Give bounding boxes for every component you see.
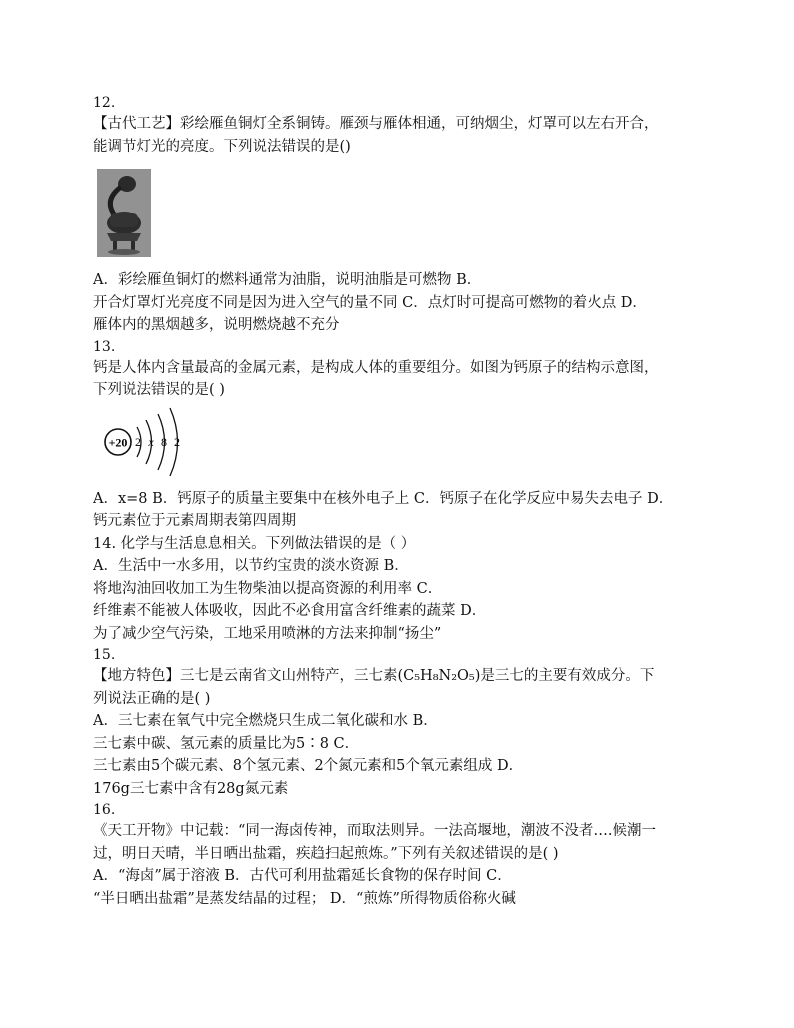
option-line: 钙元素位于元素周期表第四周期 [93, 513, 296, 529]
lamp-photo [97, 169, 151, 257]
option-line: 三七素由5个碳元素、8个氢元素、2个氮元素和5个氧元素组成 D． [93, 758, 524, 774]
question-stem-line: 钙是人体内含量最高的金属元素，是构成人体的重要组分。如图为钙原子的结构示意图， [93, 359, 659, 376]
question-stem-line: 列说法正确的是( ) [93, 690, 211, 707]
option-line: 纤维素不能被人体吸收，因此不必食用富含纤维素的蔬菜 D． [93, 603, 487, 619]
option-line: 开合灯罩灯光亮度不同是因为进入空气的量不同 C．点灯时可提高可燃物的着火点 D． [93, 294, 647, 311]
question-stem-line: 【地方特色】三七是云南省文山州特产，三七素(C₅H₈N₂O₅)是三七的主要有效成分。下 [93, 668, 655, 684]
question-stem-line: 《天工开物》中记载：“同一海卤传神，而取法则异。一法高堰地，潮波不没者….候潮一 [93, 823, 657, 839]
question-stem-line: 【古代工艺】彩绘雁鱼铜灯全系铜铸。雁颈与雁体相通，可纳烟尘，灯罩可以左右开合， [93, 116, 659, 132]
option-line: A．三七素在氧气中完全燃烧只生成二氧化碳和水 B． [93, 713, 438, 729]
option-line: A．彩绘雁鱼铜灯的燃料通常为油脂，说明油脂是可燃物 B． [93, 272, 482, 288]
option-line: A．“海卤”属于溶液 B．古代可利用盐霜延长食物的保存时间 C． [93, 868, 512, 884]
option-line: 雁体内的黑烟越多，说明燃烧越不充分 [93, 317, 340, 333]
nucleus-charge: +20 [108, 435, 128, 449]
option-line: A．生活中一水多用，以节约宝贵的淡水资源 B． [93, 558, 409, 574]
option-line: 三七素中碳、氢元素的质量比为5∶8 C． [93, 735, 360, 752]
atom-structure-diagram [100, 406, 192, 478]
question-stem-line: 14. 化学与生活息息相关。下列做法错误的是（ ） [93, 535, 416, 552]
question-stem-line: 下列说法错误的是( ) [93, 382, 225, 398]
option-line: A．x=8 B．钙原子的质量主要集中在核外电子上 C．钙原子在化学反应中易失去电子 D． [93, 490, 674, 507]
shell-electrons: x [148, 434, 154, 449]
question-number: 13. [93, 338, 116, 355]
question-13 [93, 337, 703, 533]
shell-electrons: 2 [135, 434, 141, 449]
question-15 [93, 645, 703, 800]
question-14 [93, 533, 703, 646]
option-line: “半日晒出盐霜”是蒸发结晶的过程； D．“煎炼”所得物质俗称火碱 [93, 890, 516, 907]
question-number: 15. [93, 647, 116, 663]
shell-electrons: 8 [161, 434, 167, 449]
shell-electrons: 2 [174, 434, 180, 449]
option-line: 176g三七素中含有28g氮元素 [93, 780, 289, 797]
option-line: 将地沟油回收加工为生物柴油以提高资源的利用率 C． [93, 580, 443, 597]
question-number: 12. [93, 95, 116, 111]
question-number: 16. [93, 802, 116, 818]
question-16 [93, 800, 703, 910]
question-stem-line: 过，明日天晴，半日晒出盐霜，疾趋扫起煎炼。”下列有关叙述错误的是( ) [93, 845, 559, 862]
option-line: 为了减少空气污染，工地采用喷淋的方法来抑制“扬尘” [93, 625, 442, 642]
question-stem-line: 能调节灯光的亮度。下列说法错误的是() [93, 138, 351, 155]
question-12 [93, 93, 703, 337]
exam-page [93, 93, 703, 910]
